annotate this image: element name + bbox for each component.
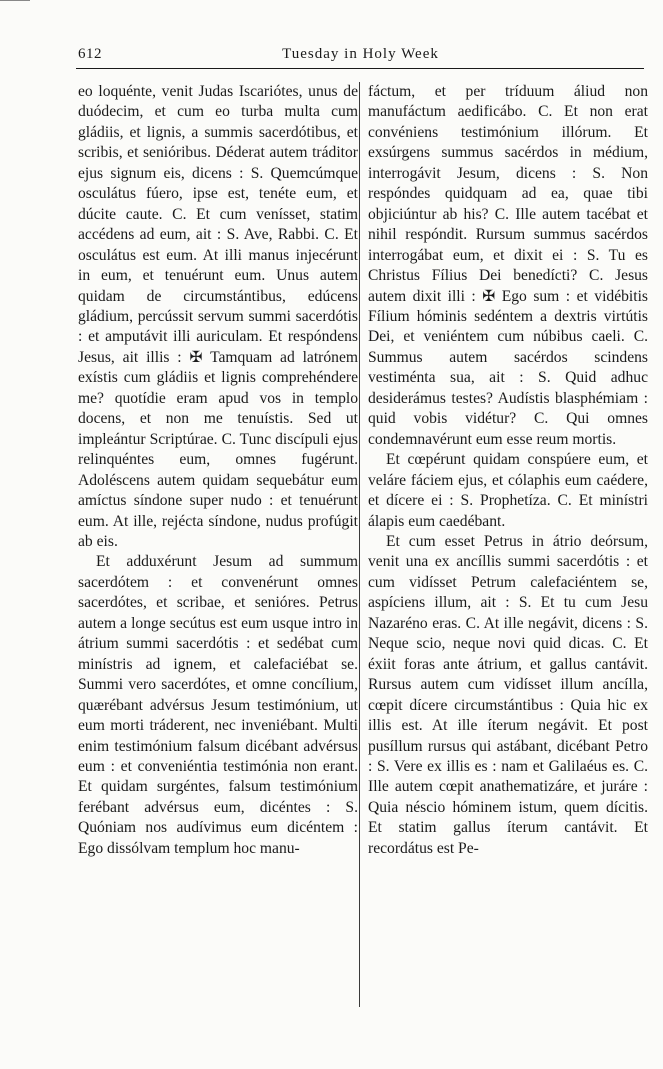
left-paragraph-2: Et adduxérunt Jesum ad summum sacerdótem : et convenérunt omnes sacerdótes, et scribae, et senióres. Petrus autem a longe secútus est eum usque intro in átrium summi sacerdótis : et sedébat cum minístris ad ignem, et calefaciébat se. Summi vero sacerdótes, et omne concílium, quærébant advérsus Jesum testimónium, ut eum morti tráderent, nec inveniébant. Multi enim testimónium falsum dicébant advérsus eum : et conveniéntia testimónia non erant. Et quidam surgéntes, falsum testimónium ferébant advérsus eum, dicéntes : S. Quóniam nos audívimus eum dicéntem : Ego dissólvam templum hoc manu- [78, 553, 358, 857]
page-header [78, 46, 643, 66]
running-head: Tuesday in Holy Week [282, 46, 439, 62]
page-number: 612 [78, 46, 102, 62]
left-paragraph-1: eo loquénte, venit Judas Iscariótes, unus de duódecim, et cum eo turba multa cum gládiis, et lignis, a summis sacerdótibus, et scribis, et senióribus. Déderat autem tráditor ejus signum eis, dicens : S. Quemcúmque osculátus fúero, ipse est, tenéte eum, et dúcite caute. C. Et cum venísset, statim accédens ad eum, ait : S. Ave, Rabbi. C. Et osculátus est eum. At illi manus injecérunt in eum, et tenuérunt eum. Unus autem quidam de circumstántibus, edúcens gládium, percússit servum summi sacerdótis : et amputávit illi auriculam. Et respóndens Jesus, ait illis : ✠ Tamquam ad latrónem exístis cum gládiis et lignis comprehéndere me? quotídie eram apud vos in templo docens, et non me tenuístis. Sed ut impleántur Scriptúrae. C. Tunc discípuli ejus relinquéntes eum, omnes fugérunt. Adoléscens autem quidam sequebátur eum amíctus síndone super nudo : et tenuérunt eum. At ille, rejécta síndone, nudus profúgit ab eis. [78, 83, 358, 550]
header-rule [76, 68, 644, 69]
left-column [78, 82, 358, 859]
right-paragraph-3: Et cum esset Petrus in átrio deórsum, venit una ex ancíllis summi sacerdótis : et cum vidísset Petrum calefaciéntem se, aspíciens illum, ait : S. Et tu cum Jesu Nazaréno eras. C. At ille negávit, dicens : S. Neque scio, neque novi quid dicas. C. Et éxiit foras ante átrium, et gallus cantávit. Rursus autem cum vidísset illum ancílla, cœpit dícere circumstántibus : Quia hic ex illis est. At ille íterum negávit. Et post pusíllum rursus qui astábant, dicébant Petro : S. Vere ex illis es : nam et Galilaéus es. C. Ille autem cœpit anathematizáre, et juráre : Quia néscio hóminem istum, quem dícitis. Et statim gallus íterum cantávit. Et recordátus est Pe- [368, 532, 648, 857]
right-column [368, 82, 648, 859]
right-paragraph-2: Et cœpérunt quidam conspúere eum, et veláre fáciem ejus, et cólaphis eum caédere, et dícere ei : S. Prophetíza. C. Et minístri álapis eum caedébant. [368, 451, 648, 530]
top-edge-mark [0, 0, 30, 7]
column-divider [359, 82, 360, 1007]
right-paragraph-1: fáctum, et per tríduum áliud non manufáctum aedificábo. C. Et non erat convéniens testimónium illórum. Et exsúrgens summus sacérdos in médium, interrogávit Jesum, dicens : S. Non respóndes quidquam ad ea, quae tibi objiciúntur ab his? C. Ille autem tacébat et nihil respóndit. Rursum summus sacérdos interrogábat eum, et dixit ei : S. Tu es Christus Fílius Dei benedícti? C. Jesus autem dixit illi : ✠ Ego sum : et vidébitis Fílium hóminis sedéntem a dextris virtútis Dei, et veniéntem cum núbibus caeli. C. Summus autem sacérdos scindens vestiménta sua, ait : S. Quid adhuc desiderámus testes? Audístis blasphémiam : quid vobis vidétur? C. Qui omnes condemnavérunt eum esse reum mortis. [368, 83, 648, 448]
